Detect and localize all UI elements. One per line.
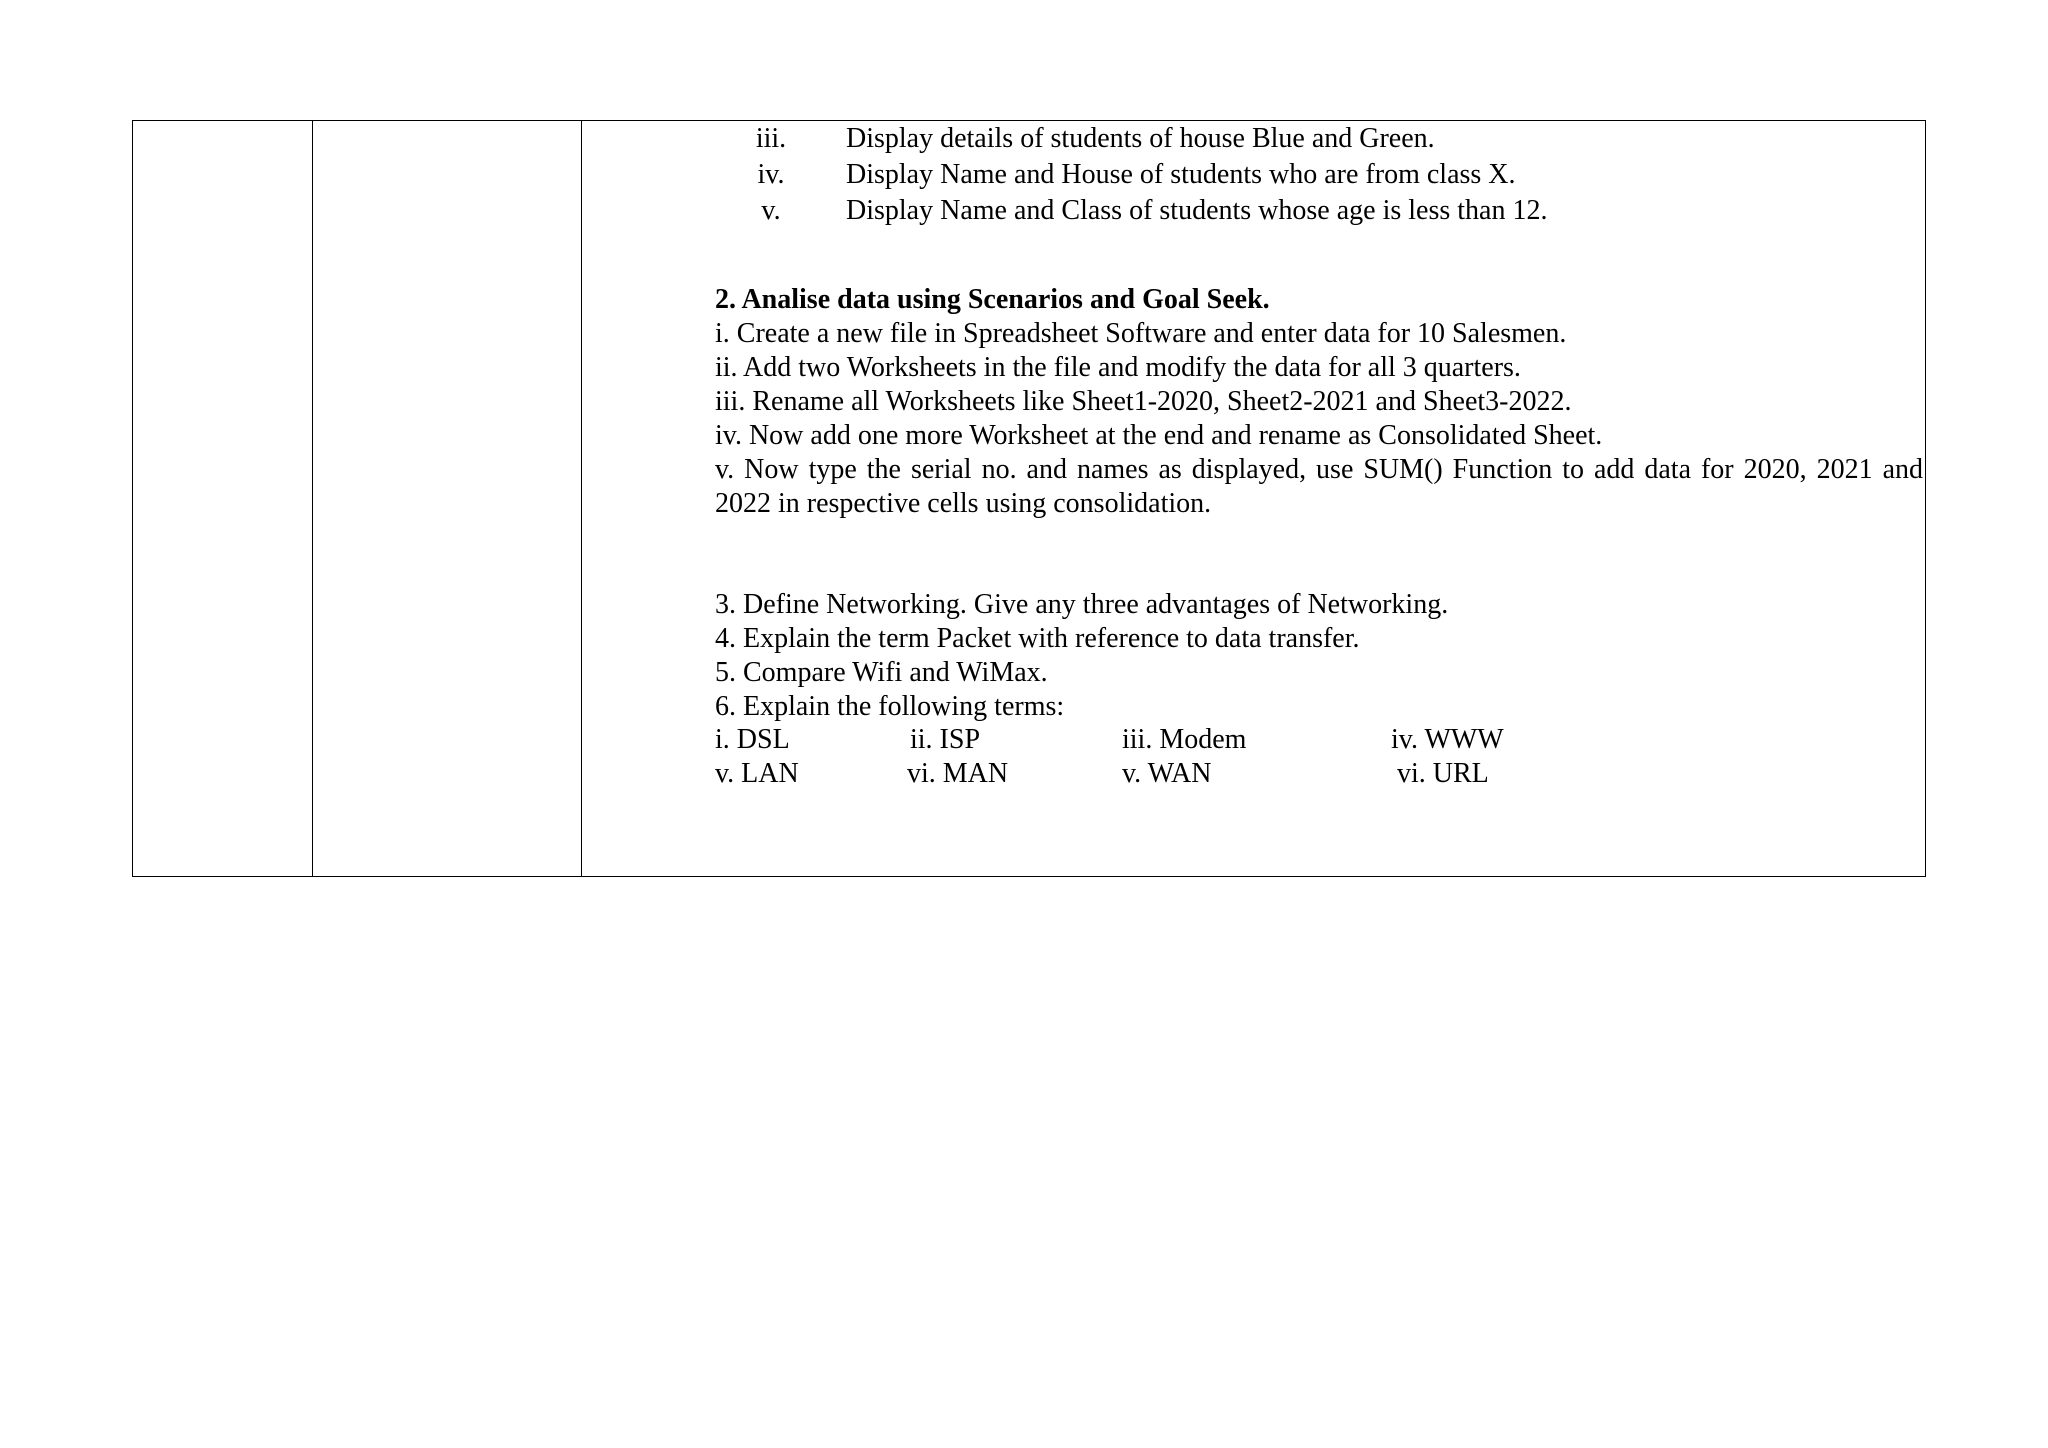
question-4: 4. Explain the term Packet with reference to data transfer. (715, 623, 1360, 654)
list-item-number: iv. (757, 159, 785, 190)
term-wan: v. WAN (1122, 758, 1212, 789)
question-2-item-v: v. Now type the serial no. and names as displayed, use SUM() Function to add data for 2020, 2021 and 2022 in respective cells using consolidation. (715, 454, 1923, 519)
list-item-number: v. (761, 195, 781, 226)
list-item-text: Display Name and Class of students whose age is less than 12. (846, 195, 1548, 226)
question-2-item: iii. Rename all Worksheets like Sheet1-2020, Sheet2-2021 and Sheet3-2022. (715, 386, 1572, 417)
term-man: vi. MAN (907, 758, 1009, 789)
question-5: 5. Compare Wifi and WiMax. (715, 657, 1048, 688)
term-dsl: i. DSL (715, 724, 790, 755)
column-divider-1 (312, 121, 313, 876)
term-url: vi. URL (1397, 758, 1489, 789)
term-www: iv. WWW (1391, 724, 1504, 755)
list-item-number: iii. (755, 123, 787, 154)
question-2-item: iv. Now add one more Worksheet at the end and rename as Consolidated Sheet. (715, 420, 1603, 451)
column-divider-2 (581, 121, 582, 876)
term-modem: iii. Modem (1122, 724, 1247, 755)
list-item-text: Display Name and House of students who are from class X. (846, 159, 1516, 190)
question-6: 6. Explain the following terms: (715, 691, 1065, 722)
list-item-text: Display details of students of house Blue and Green. (846, 123, 1435, 154)
term-isp: ii. ISP (910, 724, 981, 755)
term-lan: v. LAN (715, 758, 799, 789)
question-2-heading: 2. Analise data using Scenarios and Goal Seek. (715, 284, 1270, 315)
question-2-item: ii. Add two Worksheets in the file and modify the data for all 3 quarters. (715, 352, 1521, 383)
question-2-item: i. Create a new file in Spreadsheet Software and enter data for 10 Salesmen. (715, 318, 1567, 349)
question-3: 3. Define Networking. Give any three advantages of Networking. (715, 589, 1449, 620)
document-table (132, 120, 1926, 877)
